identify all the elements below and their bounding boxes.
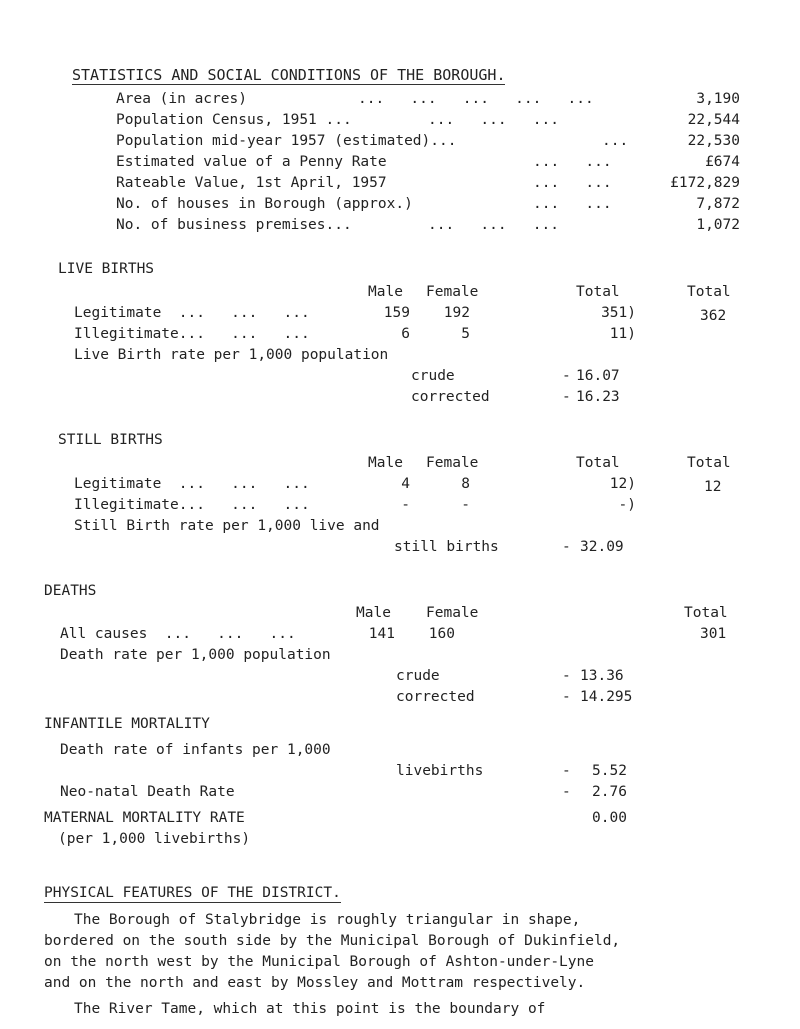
maternal-rate-value: 0.00 xyxy=(592,810,627,826)
stat-label: Area (in acres) xyxy=(116,91,247,107)
crude-label: crude xyxy=(411,368,455,384)
crude-label: crude xyxy=(396,668,440,684)
stat-label: No. of houses in Borough (approx.) xyxy=(116,196,413,212)
corrected-value: 16.23 xyxy=(576,389,620,405)
cell-male: 141 xyxy=(368,626,395,642)
stat-dots: ... ... ... ... ... xyxy=(358,91,594,107)
stat-label: Population mid-year 1957 (estimated)... xyxy=(116,133,457,149)
col-female: Female xyxy=(426,284,479,300)
crude-value: 13.36 xyxy=(580,668,624,684)
stat-dots: ... ... xyxy=(533,175,612,191)
stat-dots: ... ... ... xyxy=(428,112,559,128)
paragraph-line: on the north west by the Municipal Borough of Ashton-under-Lyne xyxy=(44,954,594,970)
corrected-label: corrected xyxy=(396,689,475,705)
col-total: Total xyxy=(684,605,728,621)
rate-label: Live Birth rate per 1,000 population xyxy=(74,347,389,363)
page-heading: STATISTICS AND SOCIAL CONDITIONS OF THE BOROUGH. xyxy=(72,66,506,84)
stat-dots: ... ... xyxy=(533,154,612,170)
dash: - xyxy=(562,689,571,705)
row-label: Legitimate ... ... ... xyxy=(74,305,310,321)
paragraph-line: The River Tame, which at this point is the boundary of xyxy=(74,1001,546,1017)
cell-male: 6 xyxy=(401,326,410,342)
stat-dots: ... ... xyxy=(533,196,612,212)
grand-total: 12 xyxy=(704,479,722,495)
col-total: Total xyxy=(576,455,620,471)
rate-label: Death rate per 1,000 population xyxy=(60,647,331,663)
row-label: Illegitimate... ... ... xyxy=(74,497,310,513)
infant-rate-label-cont: livebirths xyxy=(396,763,484,779)
cell-total: 351) xyxy=(601,305,636,321)
crude-value: 16.07 xyxy=(576,368,620,384)
cell-total: 11) xyxy=(609,326,636,342)
paragraph-line: The Borough of Stalybridge is roughly triangular in shape, xyxy=(74,912,581,928)
cell-female: 160 xyxy=(428,626,455,642)
grand-total: 362 xyxy=(700,308,727,324)
col-female: Female xyxy=(426,455,479,471)
cell-female: - xyxy=(461,497,470,513)
neonatal-rate-label: Neo-natal Death Rate xyxy=(60,784,235,800)
col-total-overall: Total xyxy=(687,455,731,471)
cell-female: 8 xyxy=(461,476,470,492)
neonatal-rate-value: 2.76 xyxy=(592,784,627,800)
dash: - xyxy=(562,784,571,800)
cell-female: 5 xyxy=(461,326,470,342)
stat-label: Population Census, 1951 ... xyxy=(116,112,352,128)
section-title: LIVE BIRTHS xyxy=(58,261,155,277)
cell-male: 4 xyxy=(401,476,410,492)
stat-value: 7,872 xyxy=(696,196,740,212)
paragraph-line: and on the north and east by Mossley and Mottram respectively. xyxy=(44,975,586,991)
stat-value: 3,190 xyxy=(696,91,740,107)
dash: - xyxy=(562,368,571,384)
cell-male: 159 xyxy=(383,305,410,321)
stat-value: 1,072 xyxy=(696,217,740,233)
section-title: STILL BIRTHS xyxy=(58,432,163,448)
dash: - xyxy=(562,539,571,555)
stat-label: No. of business premises... xyxy=(116,217,352,233)
stat-label: Estimated value of a Penny Rate xyxy=(116,154,387,170)
paragraph-line: bordered on the south side by the Municipal Borough of Dukinfield, xyxy=(44,933,621,949)
dash: - xyxy=(562,389,571,405)
row-label: Legitimate ... ... ... xyxy=(74,476,310,492)
row-label: All causes ... ... ... xyxy=(60,626,296,642)
infant-rate-label: Death rate of infants per 1,000 xyxy=(60,742,331,758)
stat-dots: ... xyxy=(602,133,629,149)
section-subtitle: (per 1,000 livebirths) xyxy=(58,831,251,847)
stat-value: £674 xyxy=(705,154,740,170)
col-female: Female xyxy=(426,605,479,621)
rate-value: 32.09 xyxy=(580,539,624,555)
col-male: Male xyxy=(368,284,403,300)
stat-dots: ... ... ... xyxy=(428,217,559,233)
col-male: Male xyxy=(368,455,403,471)
stat-label: Rateable Value, 1st April, 1957 xyxy=(116,175,387,191)
cell-female: 192 xyxy=(443,305,470,321)
corrected-value: 14.295 xyxy=(580,689,633,705)
cell-total: 12) xyxy=(609,476,636,492)
physical-features-heading: PHYSICAL FEATURES OF THE DISTRICT. xyxy=(44,885,341,901)
stat-value: 22,544 xyxy=(687,112,740,128)
col-male: Male xyxy=(356,605,391,621)
rate-label-cont: still births xyxy=(394,539,499,555)
cell-male: - xyxy=(401,497,410,513)
stat-value: 22,530 xyxy=(687,133,740,149)
infant-rate-value: 5.52 xyxy=(592,763,627,779)
section-title: MATERNAL MORTALITY RATE xyxy=(44,810,245,826)
corrected-label: corrected xyxy=(411,389,490,405)
col-total-overall: Total xyxy=(687,284,731,300)
cell-total: 301 xyxy=(700,626,727,642)
dash: - xyxy=(562,763,571,779)
col-total: Total xyxy=(576,284,620,300)
section-title: DEATHS xyxy=(44,583,97,599)
rate-label: Still Birth rate per 1,000 live and xyxy=(74,518,380,534)
cell-total: -) xyxy=(618,497,636,513)
stat-value: £172,829 xyxy=(670,175,740,191)
row-label: Illegitimate... ... ... xyxy=(74,326,310,342)
dash: - xyxy=(562,668,571,684)
section-title: INFANTILE MORTALITY xyxy=(44,716,210,732)
